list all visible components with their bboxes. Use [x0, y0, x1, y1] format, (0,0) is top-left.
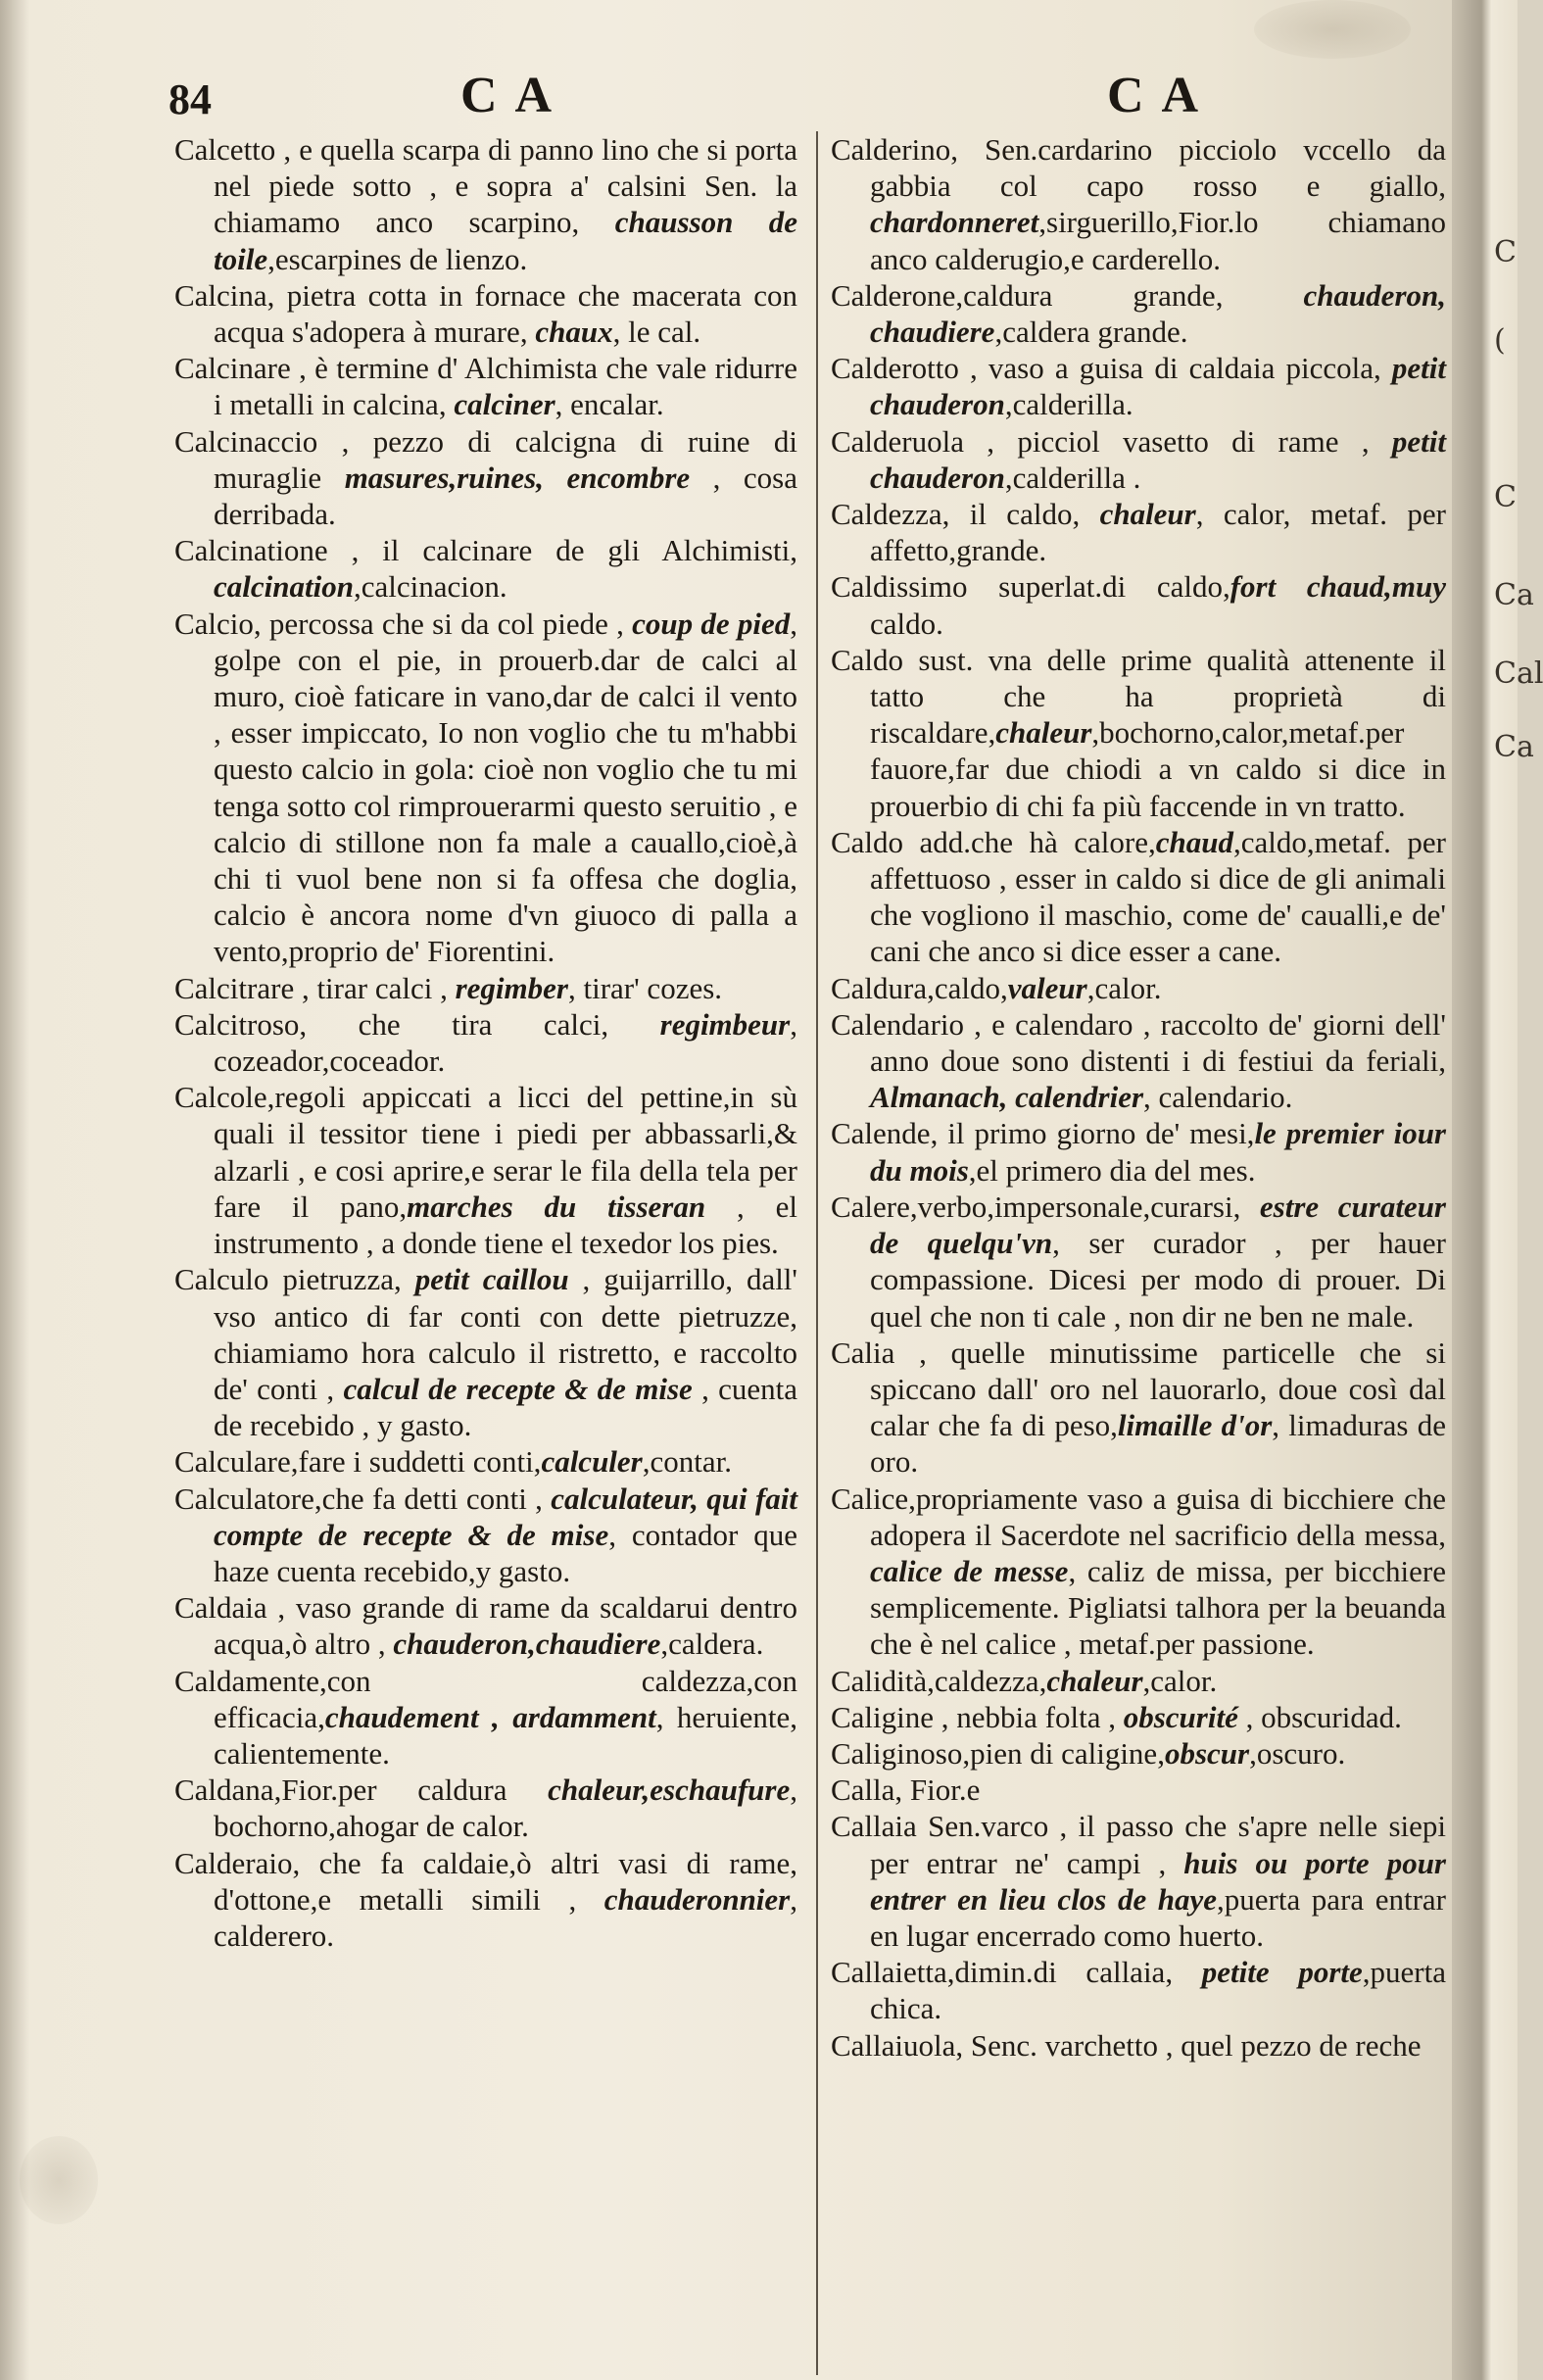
- entry-translation: Almanach, calendrier: [870, 1080, 1144, 1115]
- entry-translation: chaud: [1155, 824, 1233, 859]
- entry-text: ,calderilla .: [1004, 460, 1141, 495]
- entry-translation: huis ou porte pour entrer en lieu clos de haye: [870, 1845, 1446, 1917]
- dictionary-entry: [831, 642, 1446, 824]
- entry-text: Callaietta,dimin.di callaia,: [831, 1955, 1202, 1990]
- entry-text: , caliz de missa, per bicchiere semplicemente. Pigliatsi talhora per la beuanda che è nel calice , metaf.per passione.: [870, 1553, 1446, 1662]
- entry-translation: fort chaud,muy: [1230, 569, 1447, 605]
- entry-text: Caliginoso,pien di caligine,: [831, 1735, 1165, 1771]
- entry-text: , cozeador,coceador.: [214, 1006, 797, 1079]
- dictionary-entry: [174, 1006, 797, 1079]
- entry-translation: le premier iour du mois: [870, 1116, 1447, 1188]
- dictionary-entry: [831, 568, 1446, 641]
- entry-text: Caldezza, il caldo,: [831, 497, 1100, 532]
- dictionary-entry: [831, 1335, 1446, 1481]
- entry-text: Callaia Sen.varco , il passo che s'apre nelle siepi per entrar ne' campi ,: [831, 1809, 1446, 1880]
- entry-translation: calciner: [454, 387, 555, 422]
- dictionary-entry: [831, 1699, 1446, 1735]
- entry-text: Calderino, Sen.cardarino picciolo vccello da gabbia col capo rosso e giallo,: [831, 132, 1446, 204]
- entry-text: Calcinaccio , pezzo di calcigna di ruine di muraglie: [174, 423, 797, 495]
- entry-text: ,bochorno,calor,metaf.per fauore,far due chiodi a vn caldo si dice in prouerbio di chi fa più faccende in vn tratto.: [870, 715, 1446, 823]
- dictionary-entry: [831, 970, 1446, 1006]
- entry-translation: petite porte: [1201, 1955, 1363, 1990]
- entry-text: Calcitrare , tirar calci ,: [174, 970, 456, 1005]
- entry-text: , encalar.: [555, 387, 664, 422]
- entry-text: , contador que haze cuenta recebido,y gasto.: [214, 1517, 797, 1588]
- dictionary-entry: [831, 350, 1446, 422]
- entry-text: Caldamente,con caldezza,con efficacia,: [174, 1663, 797, 1734]
- entry-translation: calcination: [214, 569, 354, 605]
- dictionary-entry: [174, 277, 797, 350]
- right-running-head: CA: [1107, 68, 1217, 123]
- entry-text: Caldaia , vaso grande di rame da scaldarui dentro acqua,ò altro ,: [174, 1590, 797, 1662]
- entry-text: , bochorno,ahogar de calor.: [214, 1773, 797, 1844]
- entry-translation: calcul de recepte & de mise: [343, 1371, 693, 1406]
- margin-letter: C: [1494, 235, 1517, 269]
- entry-translation: chauderon, chaudiere: [870, 277, 1446, 350]
- dictionary-entry: [174, 350, 797, 422]
- entry-translation: petit chauderon: [870, 423, 1446, 495]
- dictionary-entry: [174, 606, 797, 970]
- page-header: [0, 57, 1518, 135]
- dictionary-entry: [174, 1772, 797, 1844]
- right-column: [831, 131, 1446, 2064]
- dictionary-entry: [174, 1589, 797, 1662]
- dictionary-entry: [174, 131, 797, 277]
- dictionary-entry: [174, 970, 797, 1006]
- paper-stain: [20, 2136, 98, 2224]
- entry-text: Calderone,caldura grande,: [831, 277, 1304, 313]
- margin-letter: Ca: [1494, 578, 1534, 612]
- entry-text: caldo.: [870, 606, 943, 641]
- entry-text: , calor, metaf. per affetto,grande.: [870, 497, 1446, 568]
- entry-translation: obscurité: [1123, 1699, 1238, 1734]
- entry-text: Calcinare , è termine d' Alchimista che vale ridurre i metalli in calcina,: [174, 351, 797, 422]
- entry-translation: valeur: [1007, 970, 1087, 1005]
- dictionary-entry: [174, 1845, 797, 1955]
- entry-text: ,calcinacion.: [353, 569, 507, 605]
- entry-text: ,puerta para entrar en lugar encerrado como huerto.: [870, 1881, 1446, 1953]
- entry-translation: regimber: [455, 970, 568, 1005]
- entry-text: Calcinatione , il calcinare de gli Alchimisti,: [174, 533, 797, 568]
- dictionary-entry: [831, 1808, 1446, 1954]
- dictionary-entry: [831, 1735, 1446, 1772]
- dictionary-entry: [831, 1481, 1446, 1663]
- entry-text: ,caldera grande.: [994, 315, 1188, 350]
- entry-translation: chauderonnier: [603, 1881, 791, 1917]
- dictionary-entry: [831, 1115, 1446, 1188]
- entry-text: ,calderilla.: [1004, 387, 1133, 422]
- entry-translation: chauderon,chaudiere: [393, 1627, 661, 1662]
- entry-text: , tirar' cozes.: [567, 970, 723, 1005]
- entry-translation: estre curateur de quelqu'vn: [870, 1189, 1446, 1261]
- dictionary-entry: [174, 1443, 797, 1480]
- entry-text: , calderero.: [214, 1881, 797, 1953]
- entry-translation: chaleur,eschaufure: [548, 1773, 791, 1808]
- entry-translation: masures,ruines, encombre: [344, 460, 691, 495]
- entry-translation: regimbeur: [659, 1006, 791, 1042]
- dictionary-entry: [831, 423, 1446, 496]
- margin-letter: Ca: [1494, 730, 1534, 764]
- entry-text: Calderuola , picciol vasetto di rame ,: [831, 423, 1392, 459]
- entry-text: ,caldera.: [660, 1627, 764, 1662]
- entry-text: ,calor.: [1086, 970, 1162, 1005]
- entry-text: ,caldo,metaf. per affettuoso , esser in caldo si dice de gli animali che vogliono il maschio, come de' caualli,e de' cani che anco si dice esser a cane.: [870, 824, 1446, 969]
- entry-translation: chausson de toile: [214, 205, 798, 276]
- entry-text: Calculare,fare i suddetti conti,: [174, 1444, 542, 1480]
- paper-stain: [1254, 0, 1411, 59]
- left-running-head: CA: [460, 68, 570, 123]
- entry-text: Calculatore,che fa detti conti ,: [174, 1481, 552, 1516]
- entry-text: ,sirguerillo,Fior.lo chiamano anco calderugio,e carderello.: [870, 205, 1446, 276]
- entry-text: ,oscuro.: [1249, 1735, 1346, 1771]
- entry-text: Calcole,regoli appiccati a licci del pettine,in sù quali il tessitor tiene i piedi per abbassarli,& alzarli , e cosi aprire,e serar le fila della tela per fare il pano,: [174, 1080, 797, 1224]
- entry-text: Calendario , e calendaro , raccolto de' giorni dell' anno doue sono distenti i di festiui da feriali,: [831, 1006, 1446, 1079]
- next-page-margin-letters: [1494, 0, 1543, 2380]
- entry-text: Calderotto , vaso a guisa di caldaia piccola,: [831, 351, 1392, 386]
- entry-text: Calere,verbo,impersonale,curarsi,: [831, 1189, 1260, 1224]
- dictionary-entry: [174, 1481, 797, 1590]
- entry-translation: chaleur: [1046, 1663, 1143, 1698]
- entry-text: , el instrumento , a donde tiene el texedor los pies.: [214, 1189, 797, 1261]
- entry-text: Caldo sust. vna delle prime qualità attenente il tatto che ha proprietà di riscaldare,: [831, 642, 1446, 751]
- dictionary-entry: [174, 1079, 797, 1261]
- dictionary-entry: [174, 1261, 797, 1443]
- page-gutter-shadow: [0, 0, 29, 2380]
- dictionary-entry: [831, 1772, 1446, 1808]
- entry-text: Calende, il primo giorno de' mesi,: [831, 1116, 1255, 1151]
- entry-text: Calcitroso, che tira calci,: [174, 1006, 660, 1042]
- margin-letter: (: [1494, 323, 1506, 358]
- entry-text: Caldana,Fior.per caldura: [174, 1773, 549, 1808]
- entry-text: ,escarpines de lienzo.: [267, 241, 528, 276]
- entry-text: Caldo add.che hà calore,: [831, 824, 1156, 859]
- entry-translation: calculer: [541, 1444, 643, 1480]
- entry-text: Calice,propriamente vaso a guisa di bicchiere che adopera il Sacerdote nel sacrificio della messa,: [831, 1481, 1446, 1552]
- entry-translation: chaleur: [1099, 497, 1196, 532]
- entry-text: , le cal.: [612, 315, 701, 350]
- dictionary-entry: [831, 1663, 1446, 1699]
- dictionary-entry: [831, 1954, 1446, 2026]
- column-divider: [816, 131, 818, 2375]
- entry-text: , cosa derribada.: [214, 460, 797, 532]
- left-column: [174, 131, 797, 1954]
- entry-text: ,el primero dia del mes.: [968, 1152, 1256, 1188]
- dictionary-entry: [831, 277, 1446, 350]
- entry-text: Caldura,caldo,: [831, 970, 1008, 1005]
- entry-text: , guijarrillo, dall' vso antico di far conti con dette pietruzze, chiamiamo hora calculo il ristretto, e raccolto de' conti ,: [214, 1262, 798, 1406]
- entry-text: , obscuridad.: [1237, 1699, 1402, 1734]
- entry-text: Caligine , nebbia folta ,: [831, 1699, 1124, 1734]
- entry-translation: chaudement , ardamment: [324, 1699, 656, 1734]
- entry-text: , calendario.: [1143, 1080, 1293, 1115]
- entry-text: Calcio, percossa che si da col piede ,: [174, 606, 633, 641]
- entry-translation: chardonneret: [870, 205, 1039, 240]
- entry-text: Caldissimo superlat.di caldo,: [831, 569, 1230, 605]
- entry-text: Calcetto , e quella scarpa di panno lino che si porta nel piede sotto , e sopra a' calsini Sen. la chiamamo anco scarpino,: [174, 132, 797, 240]
- entry-text: Calla, Fior.e: [831, 1773, 981, 1808]
- entry-translation: limaille d'or: [1117, 1408, 1273, 1443]
- dictionary-entry: [831, 1006, 1446, 1116]
- entry-translation: petit chauderon: [870, 351, 1446, 422]
- entry-translation: coup de pied: [632, 606, 791, 641]
- margin-letter: Cal: [1494, 656, 1543, 691]
- entry-translation: petit caillou: [414, 1262, 569, 1297]
- entry-text: Calia , quelle minutissime particelle che si spiccano dall' oro nel lauorarlo, doue così dal calar che fa di peso,: [831, 1335, 1446, 1443]
- dictionary-entry: [174, 423, 797, 533]
- entry-text: ,puerta chica.: [870, 1955, 1447, 2026]
- entry-translation: chaux: [535, 315, 613, 350]
- entry-translation: obscur: [1164, 1735, 1250, 1771]
- entry-text: Callaiuola, Senc. varchetto , quel pezzo de reche: [831, 2027, 1422, 2063]
- entry-text: , ser curador , per hauer compassione. Dicesi per modo di prouer. Di quel che non ti cale , non dir ne ben ne male.: [870, 1226, 1446, 1334]
- dictionary-entry: [831, 2027, 1446, 2064]
- dictionary-entry: [174, 532, 797, 605]
- entry-text: Calidità,caldezza,: [831, 1663, 1047, 1698]
- entry-text: ,contar.: [642, 1444, 732, 1480]
- entry-text: , cuenta de recebido , y gasto.: [214, 1371, 797, 1443]
- entry-text: Calculo pietruzza,: [174, 1262, 415, 1297]
- dictionary-entry: [831, 131, 1446, 277]
- entry-text: , golpe con el pie, in prouerb.dar de calci al muro, cioè faticare in vano,dar de calci il vento , esser impiccato, Io non voglio che tu m'habbi questo calcio in gola: cioè non voglio che tu mi tenga sotto col rimprouerarmi questo seruitio , e calcio di stillone non fa male a cauallo,cioè,à chi ti vuol bene non si fa offesa che doglia, calcio è ancora nome d'vn giuoco di palla a vento,proprio de' Fiorentini.: [214, 606, 797, 969]
- dictionary-entry: [831, 824, 1446, 970]
- page-number: 84: [169, 75, 212, 123]
- dictionary-entry: [831, 1189, 1446, 1335]
- dictionary-entry: [174, 1663, 797, 1773]
- margin-letter: C: [1494, 480, 1517, 514]
- dictionary-entry: [831, 496, 1446, 568]
- entry-text: Calderaio, che fa caldaie,ò altri vasi di rame, d'ottone,e metalli simili ,: [174, 1845, 797, 1917]
- entry-text: , heruiente, calientemente.: [214, 1699, 797, 1771]
- entry-text: ,calor.: [1142, 1663, 1218, 1698]
- entry-translation: calice de messe: [870, 1553, 1069, 1588]
- entry-translation: marches du tisseran: [407, 1189, 706, 1224]
- entry-text: , limaduras de oro.: [870, 1408, 1446, 1480]
- entry-translation: calculateur, qui fait compte de recepte & de mise: [214, 1481, 798, 1552]
- entry-translation: chaleur: [995, 715, 1092, 751]
- entry-text: Calcina, pietra cotta in fornace che macerata con acqua s'adopera à murare,: [174, 277, 797, 350]
